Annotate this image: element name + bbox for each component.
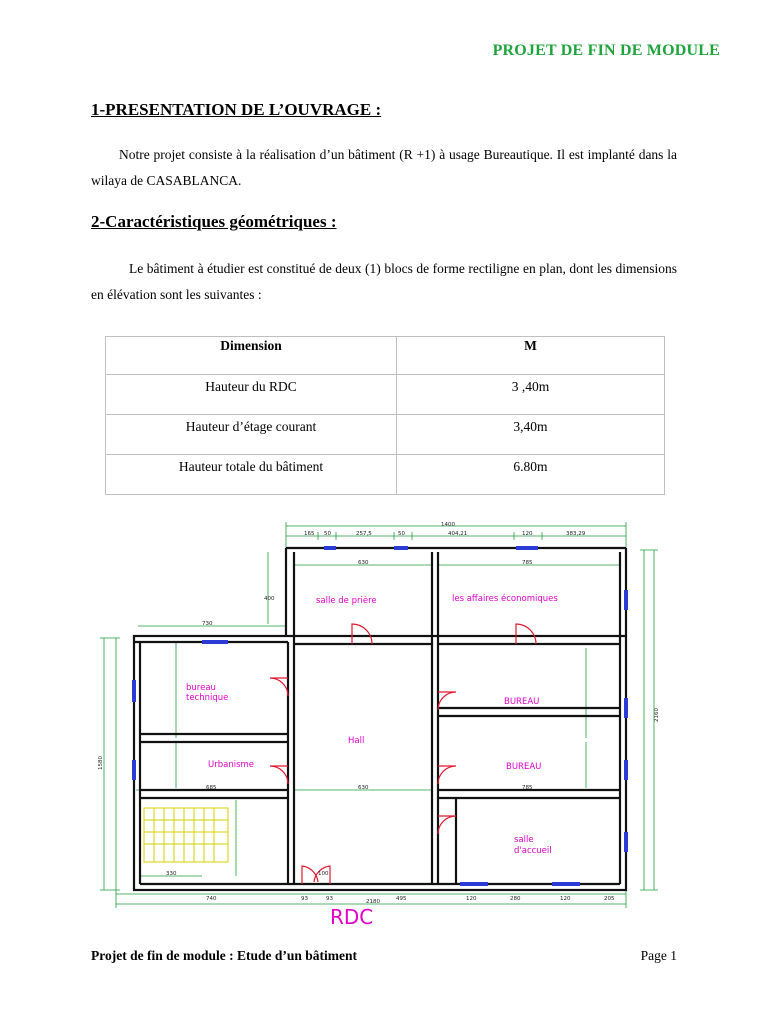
room-label-bureau-2: BUREAU xyxy=(506,762,542,772)
section-1-title: 1-PRESENTATION DE L’OUVRAGE : xyxy=(91,100,382,119)
dim-bottom-120a: 120 xyxy=(466,896,477,902)
page-header-title: PROJET DE FIN DE MODULE xyxy=(492,42,720,59)
table-cell: Hauteur d’étage courant xyxy=(106,415,397,455)
dim-top-e: 404,21 xyxy=(448,531,468,537)
section-2-title: 2-Caractéristiques géométriques : xyxy=(91,212,337,231)
dimensions-table xyxy=(105,336,665,495)
dim-bottom-495: 495 xyxy=(396,896,407,902)
table-header-dimension: Dimension xyxy=(106,337,397,375)
section-1-paragraph: Notre projet consiste à la réalisation d’un bâtiment (R +1) à usage Bureautique. Il est implanté dans la wilaya de CASABLANCA. xyxy=(91,147,677,188)
room-label-bureau-technique-1: bureau xyxy=(186,683,216,693)
dim-bottom-120b: 120 xyxy=(560,896,571,902)
table-cell: 3 ,40m xyxy=(397,375,665,415)
table-header-row xyxy=(106,337,665,375)
table-row xyxy=(106,415,665,455)
room-label-accueil-2: d'accueil xyxy=(514,846,552,856)
dim-right-2160: 2160 xyxy=(654,708,660,722)
table-cell: 3,40m xyxy=(397,415,665,455)
dim-left-1580: 1580 xyxy=(98,756,104,770)
dim-785-mid: 785 xyxy=(522,785,533,791)
floor-plan-drawing xyxy=(96,520,664,930)
dim-bottom-740: 740 xyxy=(206,896,217,902)
table-cell: Hauteur du RDC xyxy=(106,375,397,415)
table-cell: Hauteur totale du bâtiment xyxy=(106,455,397,495)
room-label-hall: Hall xyxy=(348,736,365,746)
footer-project-title: Projet de fin de module : Etude d’un bâtiment xyxy=(91,948,358,963)
room-label-bureau-technique-2: technique xyxy=(186,693,229,703)
table-cell: 6.80m xyxy=(397,455,665,495)
table-header-unit: M xyxy=(397,337,665,375)
dim-bottom-93a: 93 xyxy=(301,896,308,902)
dim-bottom-280: 280 xyxy=(510,896,521,902)
dim-330: 330 xyxy=(166,871,177,877)
dim-top-a: 165 xyxy=(304,531,315,537)
dim-400: 400 xyxy=(264,596,275,602)
dim-top-f: 120 xyxy=(522,531,533,537)
dim-630-top: 630 xyxy=(358,560,369,566)
dim-bottom-2180: 2180 xyxy=(366,899,380,905)
room-label-urbanisme: Urbanisme xyxy=(208,760,255,770)
dim-bottom-93b: 93 xyxy=(326,896,333,902)
table-row xyxy=(106,455,665,495)
plan-title-rdc: RDC xyxy=(330,905,374,929)
section-2-paragraph: Le bâtiment à étudier est constitué de deux (1) blocs de forme rectiligne en plan, dont les dimensions en élévation sont les suivantes : xyxy=(91,261,677,302)
dim-785-top: 785 xyxy=(522,560,533,566)
dim-685: 685 xyxy=(206,785,217,791)
table-row xyxy=(106,375,665,415)
room-label-salle-priere: salle de prière xyxy=(316,596,377,606)
dim-730: 730 xyxy=(202,621,213,627)
dim-top-c: 257,5 xyxy=(356,531,372,537)
footer-page-number: Page 1 xyxy=(640,948,677,963)
dim-top-g: 383,29 xyxy=(566,531,586,537)
dim-top-total: 1400 xyxy=(441,522,455,528)
room-label-accueil-1: salle xyxy=(514,835,534,845)
dim-630-mid: 630 xyxy=(358,785,369,791)
dim-100: 100 xyxy=(318,871,329,877)
dim-top-b: 50 xyxy=(324,531,331,537)
dim-bottom-205: 205 xyxy=(604,896,615,902)
room-label-bureau-1: BUREAU xyxy=(504,697,540,707)
room-label-affaires: les affaires économiques xyxy=(452,594,558,604)
dim-top-d: 50 xyxy=(398,531,405,537)
